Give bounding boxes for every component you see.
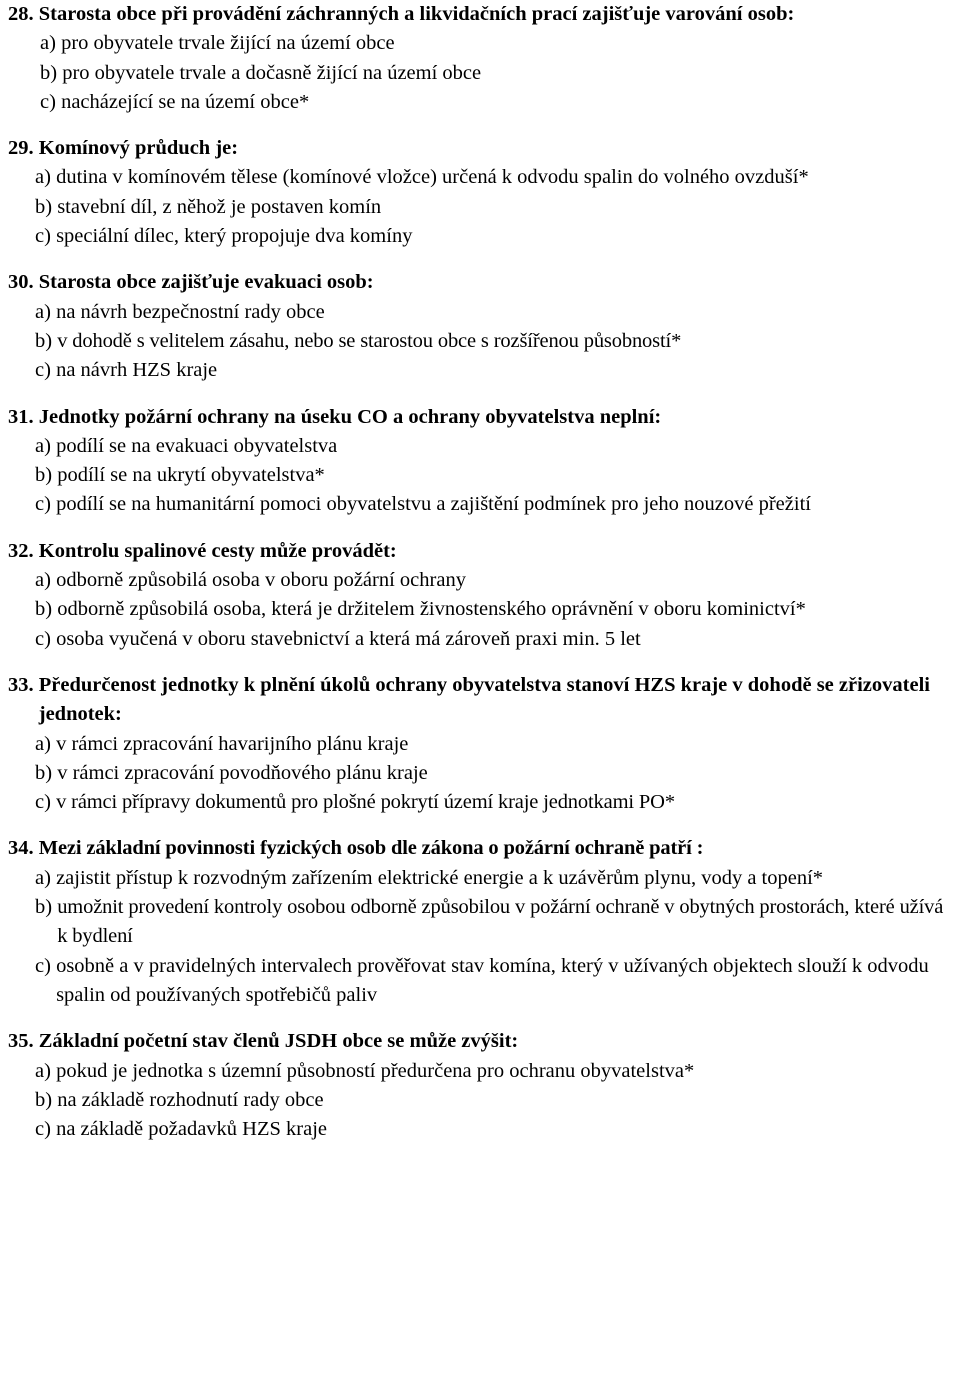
answer-option-b (8, 1086, 956, 1115)
question-text: Předurčenost jednotky k plnění úkolů ochrany obyvatelstva stanoví HZS kraje v dohodě se zřizovateli jednotek: (38, 673, 930, 726)
question-number: 30. (8, 271, 34, 294)
question-number: 34. (8, 837, 34, 860)
question-heading (8, 134, 956, 163)
answer-list (8, 298, 956, 386)
question-heading (8, 671, 956, 730)
answer-letter: b) (35, 464, 53, 487)
question-text: Kontrolu spalinové cesty může provádět: (38, 539, 397, 562)
answer-option-b (8, 759, 956, 788)
answer-text: odborně způsobilá osoba, která je držitelem živnostenského oprávnění v oboru kominictví* (57, 598, 806, 621)
answer-option-a (8, 163, 956, 192)
answer-option-c (8, 952, 956, 1011)
question-number: 31. (8, 405, 34, 428)
answer-letter: a) (40, 32, 56, 55)
question-text: Starosta obce při provádění záchranných a likvidačních prací zajišťuje varování osob: (38, 3, 795, 25)
answer-text: pro obyvatele trvale a dočasně žijící na území obce (62, 61, 482, 84)
answer-option-a (8, 432, 956, 461)
question-number: 29. (8, 137, 34, 160)
answer-text: na návrh bezpečnostní rady obce (56, 300, 325, 323)
answer-option-a (8, 566, 956, 595)
answer-option-c (8, 356, 956, 385)
answer-letter: b) (35, 598, 53, 621)
answer-letter: c) (35, 627, 51, 650)
question-text: Mezi základní povinnosti fyzických osob dle zákona o požární ochraně patří : (38, 837, 704, 860)
question-heading (8, 834, 956, 863)
answer-option-a (8, 1057, 956, 1086)
answer-letter: a) (35, 732, 51, 755)
answer-option-c (8, 222, 956, 251)
question-text: Základní početní stav členů JSDH obce se může zvýšit: (38, 1030, 519, 1053)
answer-option-b (8, 893, 956, 952)
question-heading (8, 268, 956, 297)
question-text: Jednotky požární ochrany na úseku CO a ochrany obyvatelstva neplní: (38, 405, 662, 428)
answer-letter: a) (35, 1059, 51, 1082)
answer-option-c (8, 1115, 956, 1144)
answer-text: na základě rozhodnutí rady obce (57, 1088, 324, 1111)
question-text: Komínový průduch je: (38, 137, 239, 160)
answer-text: osobně a v pravidelných intervalech prověřovat stav komína, který v užívaných objektech slouží k odvodu spalin od používaných spotřebičů paliv (56, 954, 929, 1006)
question-heading (8, 537, 956, 566)
answer-letter: c) (35, 1118, 51, 1141)
answer-list (8, 730, 956, 818)
answer-option-c (8, 625, 956, 654)
answer-text: umožnit provedení kontroly osobou odborně způsobilou v požární ochraně v obytných prostorách, které užívá k bydlení (57, 896, 944, 948)
question-number: 35. (8, 1030, 34, 1053)
answer-letter: b) (35, 1088, 53, 1111)
answer-text: na návrh HZS kraje (56, 359, 218, 382)
answer-option-b (8, 461, 956, 490)
answer-letter: a) (35, 166, 51, 189)
answer-option-b (8, 59, 956, 88)
answer-letter: b) (40, 61, 58, 84)
answer-text: v rámci zpracování havarijního plánu kraje (56, 732, 409, 755)
answer-list (8, 566, 956, 654)
answer-letter: c) (35, 954, 51, 977)
answer-text: v rámci přípravy dokumentů pro plošné pokrytí území kraje jednotkami PO* (56, 791, 675, 814)
answer-letter: a) (35, 866, 51, 889)
answer-text: podílí se na humanitární pomoci obyvatelstvu a zajištění podmínek pro jeho nouzové přežití (56, 493, 811, 516)
question-28 (8, 0, 956, 117)
question-number: 28. (8, 3, 34, 25)
answer-letter: c) (35, 791, 51, 814)
answer-list (8, 29, 956, 117)
question-35 (8, 1027, 956, 1144)
answer-option-c (8, 788, 956, 817)
answer-text: odborně způsobilá osoba v oboru požární ochrany (56, 569, 466, 592)
question-30 (8, 268, 956, 385)
answer-text: osoba vyučená v oboru stavebnictví a která má zároveň praxi min. 5 let (56, 627, 641, 650)
answer-option-b (8, 193, 956, 222)
answer-option-a (8, 730, 956, 759)
answer-letter: a) (35, 434, 51, 457)
answer-list (8, 432, 956, 520)
answer-option-b (8, 327, 956, 356)
answer-text: v dohodě s velitelem zásahu, nebo se starostou obce s rozšířenou působností* (57, 329, 682, 352)
answer-text: nacházející se na území obce* (61, 90, 310, 113)
question-heading (8, 1027, 956, 1056)
answer-text: na základě požadavků HZS kraje (56, 1118, 327, 1141)
answer-letter: c) (40, 90, 56, 113)
answer-list (8, 163, 956, 251)
answer-option-c (8, 88, 956, 117)
question-33 (8, 671, 956, 817)
answer-text: pokud je jednotka s územní působností předurčena pro ochranu obyvatelstva* (56, 1059, 695, 1082)
question-29 (8, 134, 956, 251)
answer-text: stavební díl, z něhož je postaven komín (57, 195, 382, 218)
answer-list (8, 1057, 956, 1145)
answer-text: podílí se na evakuaci obyvatelstva (56, 434, 338, 457)
answer-text: speciální dílec, který propojuje dva komíny (56, 225, 413, 248)
answer-text: zajistit přístup k rozvodným zařízením elektrické energie a k uzávěrům plynu, vody a topení* (56, 866, 824, 889)
answer-letter: b) (35, 761, 53, 784)
answer-option-b (8, 595, 956, 624)
question-34 (8, 834, 956, 1010)
question-text: Starosta obce zajišťuje evakuaci osob: (38, 271, 374, 294)
answer-option-a (8, 29, 956, 58)
question-31 (8, 403, 956, 520)
answer-letter: a) (35, 300, 51, 323)
answer-text: dutina v komínovém tělese (komínové vložce) určená k odvodu spalin do volného ovzduší* (56, 166, 809, 189)
answer-option-a (8, 298, 956, 327)
answer-text: podílí se na ukrytí obyvatelstva* (57, 464, 325, 487)
question-number: 33. (8, 673, 34, 696)
answer-option-c (8, 490, 956, 519)
answer-letter: b) (35, 195, 53, 218)
question-32 (8, 537, 956, 654)
answer-option-a (8, 864, 956, 893)
answer-text: v rámci zpracování povodňového plánu kraje (57, 761, 428, 784)
answer-letter: c) (35, 359, 51, 382)
question-heading (8, 403, 956, 432)
answer-letter: a) (35, 569, 51, 592)
answer-letter: c) (35, 493, 51, 516)
answer-letter: b) (35, 896, 53, 919)
answer-text: pro obyvatele trvale žijící na území obce (61, 32, 395, 55)
answer-list (8, 864, 956, 1010)
question-number: 32. (8, 539, 34, 562)
answer-letter: b) (35, 329, 53, 352)
question-heading (8, 0, 956, 29)
answer-letter: c) (35, 225, 51, 248)
